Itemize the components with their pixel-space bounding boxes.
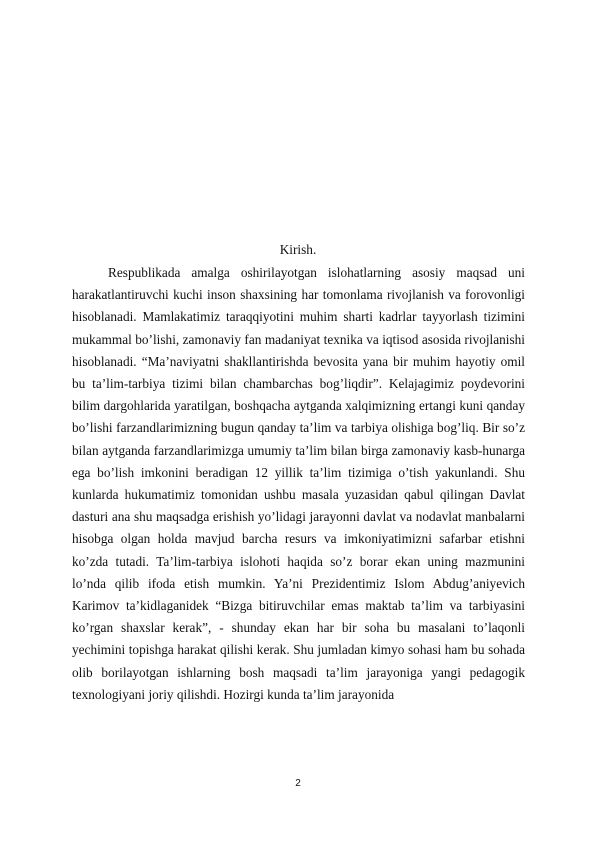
page-number: 2 xyxy=(295,778,301,789)
body-paragraph: Respublikada amalga oshirilayotgan islohatlarning asosiy maqsad uni harakatlantiruvchi kuchi inson shaxsining har tomonlama rivojlanish va forovonligi hisoblanadi. Mamlakatimiz taraqqiyotini muhim sharti kadrlar tayyorlash tizimini mukammal bo’lishi, zamonaviy fan madaniyat texnika va iqtisod asosida rivojlanishi hisoblanadi. “Ma’naviyatni shakllantirishda bevosita yana bir muhim hayotiy omil bu ta’lim-tarbiya tizimi bilan chambarchas bog’liqdir”. Kelajagimiz poydevorini bilim dargohlarida yaratilgan, boshqacha aytganda xalqimizning ertangi kuni qanday bo’lishi farzandlarimizning bugun qanday ta’lim va tarbiya olishiga bog’liq. Bir so’z bilan aytganda farzandlarimizga umumiy ta’lim bilan birga zamonaviy kasb-hunarga ega bo’lish imkonini beradigan 12 yillik ta’lim tizimiga o’tish yakunlandi. Shu kunlarda hukumatimiz tomonidan ushbu masala yuzasidan qabul qilingan Davlat dasturi ana shu maqsadga erishish yo’lidagi jarayonni davlat va nodavlat manbalarni hisobga olgan holda mavjud barcha resurs va imkoniyatimizni safarbar etishni ko’zda tutadi. Ta’lim-tarbiya islohoti haqida so’z borar ekan uning mazmunini lo’nda qilib ifoda etish mumkin. Ya’ni Prezidentimiz Islom Abdug’aniyevich Karimov ta’kidlaganidek “Bizga bitiruvchilar emas maktab ta’lim va tarbiyasini ko’rgan shaxslar kerak”, - shunday ekan har bir soha bu masalani to’laqonli yechimini topishga harakat qilishi kerak. Shu jumladan kimyo sohasi ham bu sohada olib borilayotgan ishlarning bosh maqsadi ta’lim jarayoniga yangi pedagogik texnologiyani joriy qilishdi. Hozirgi kunda ta’lim jarayonida xyxy=(72,265,525,702)
section-heading: Kirish. xyxy=(279,242,317,257)
